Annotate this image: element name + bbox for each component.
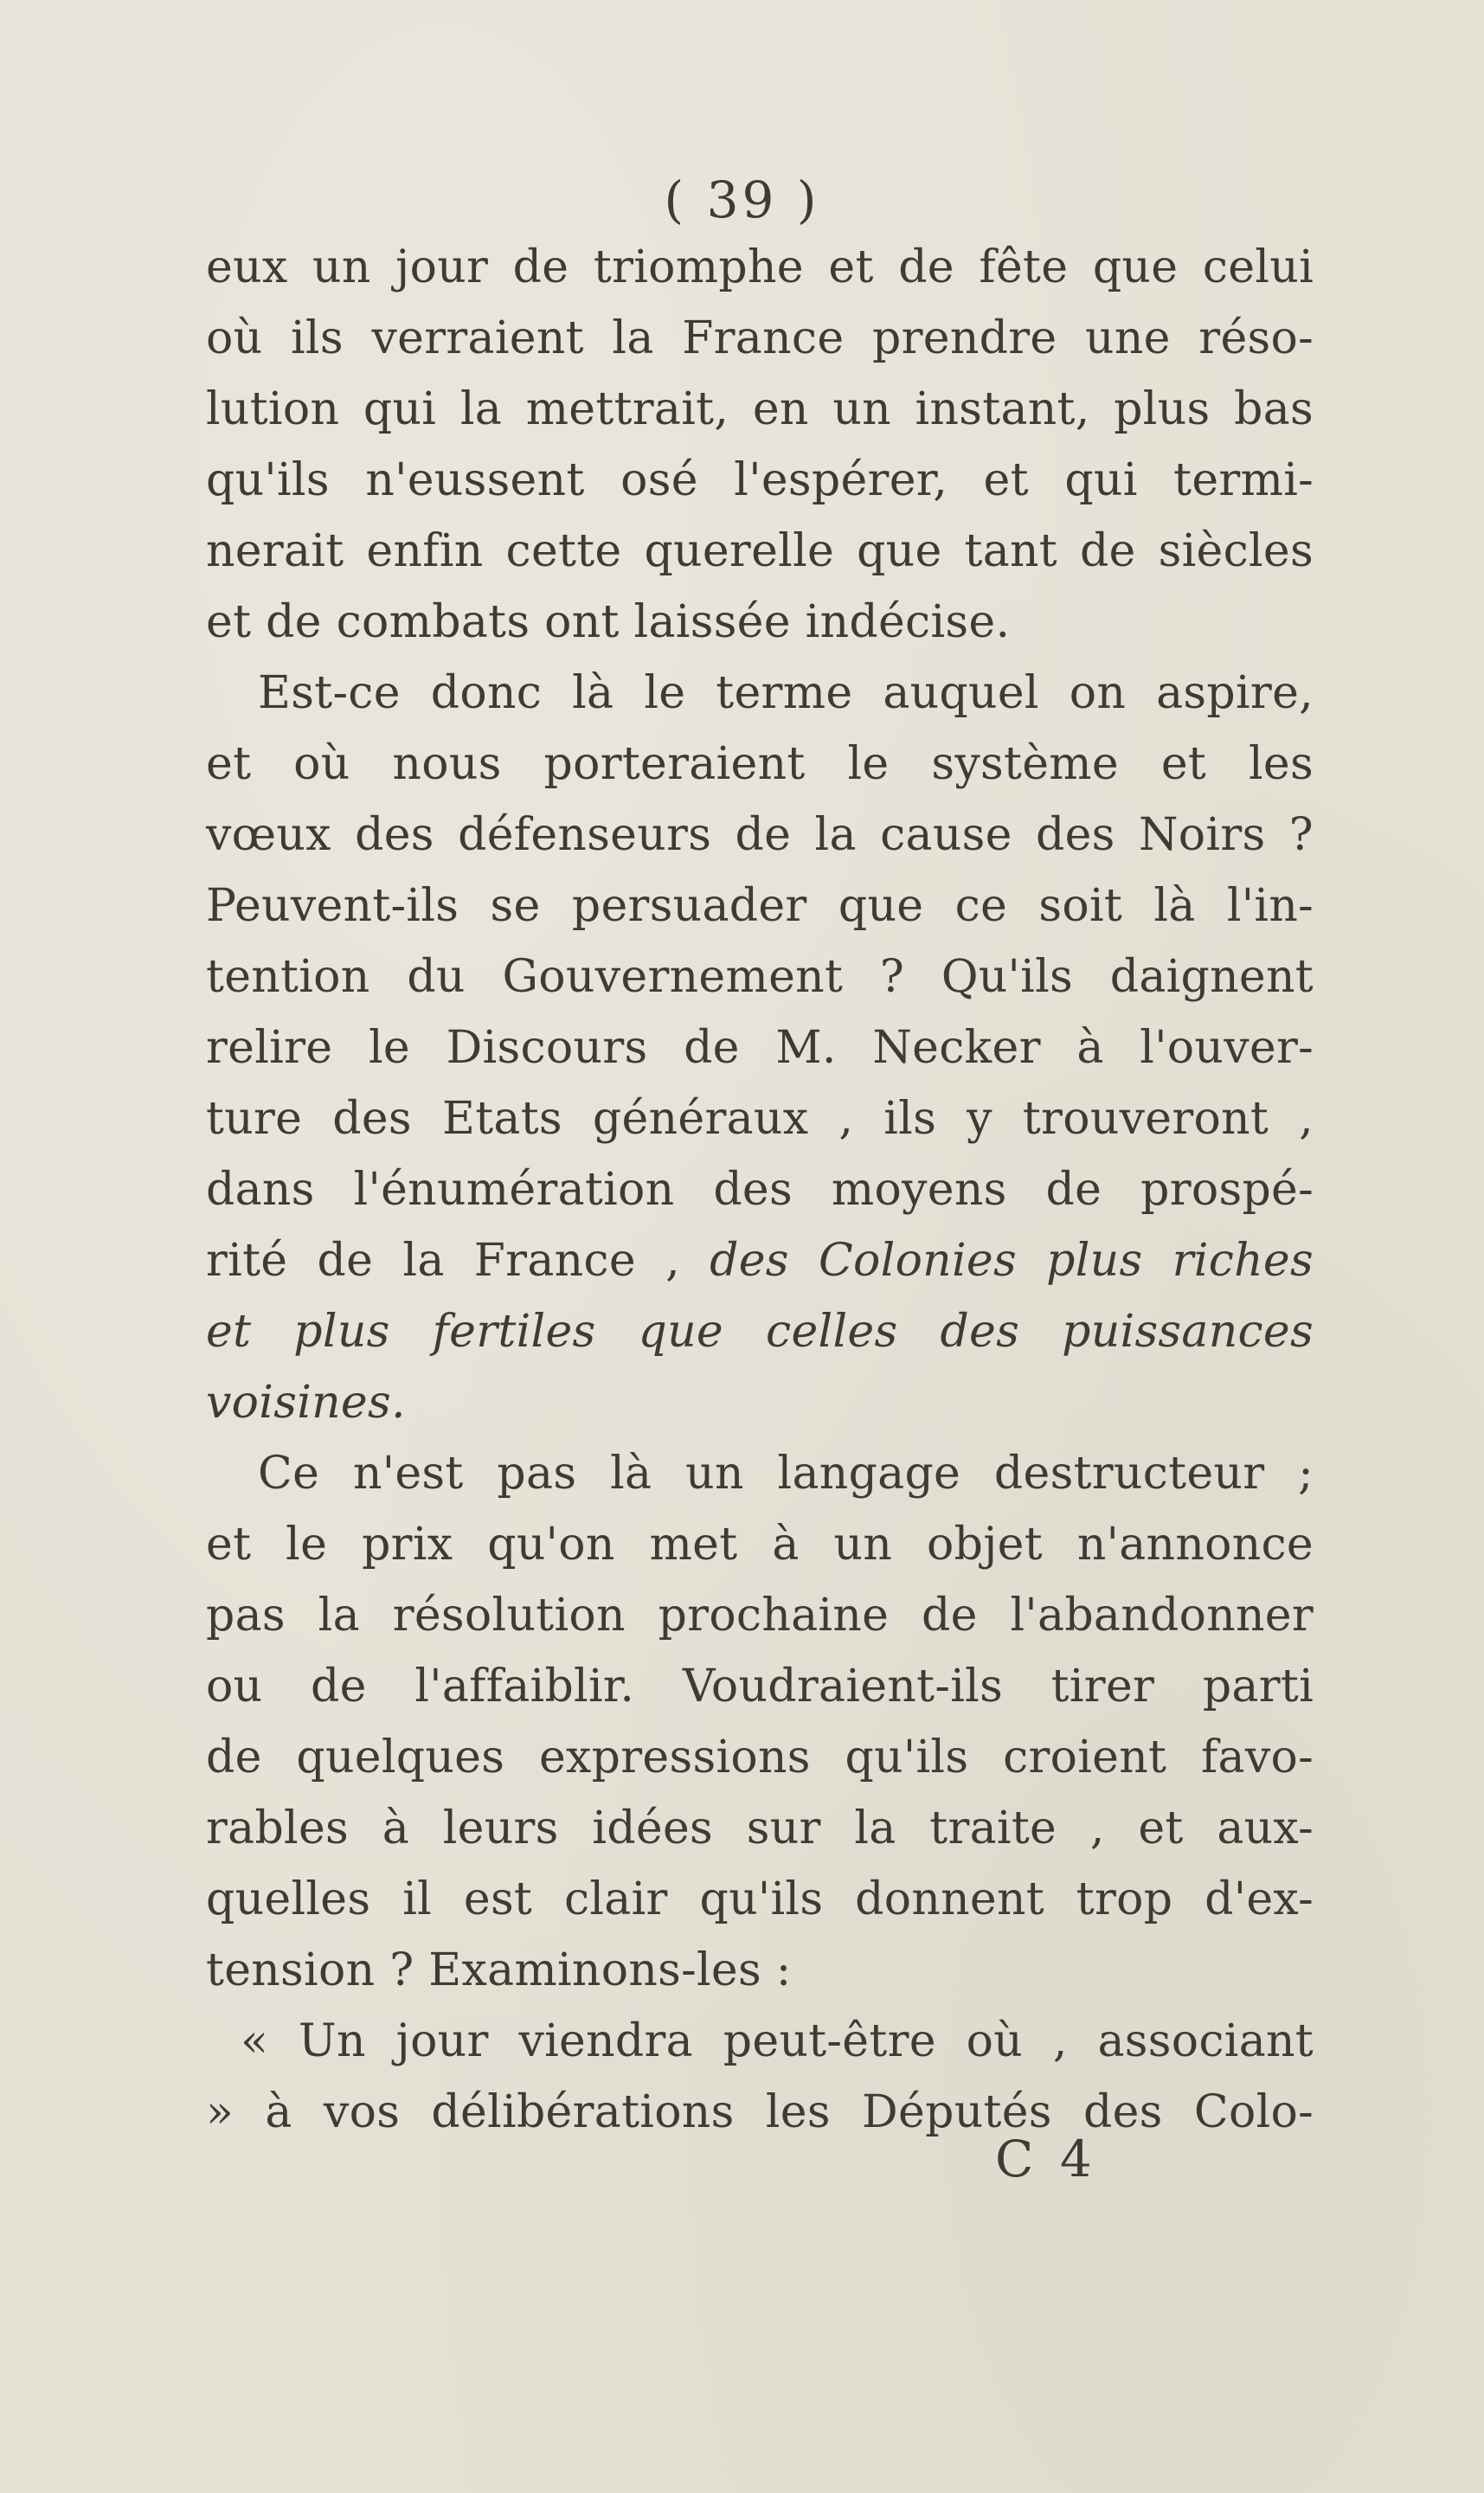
body-text [206,232,1314,2148]
quotation-line: « Un jour viendra peut-être où , associant [241,2015,1314,2067]
text-line: et où nous porteraient le système et les [206,738,1314,790]
italic-quote-line: voisines. [206,1377,406,1429]
text-line: et de combats ont laissée indécise. [206,596,1011,648]
italic-quote-line: et plus fertiles que celles des puissances [206,1306,1314,1358]
text-line: rité de la France , des Colonies plus riches [206,1235,1314,1287]
text-line: lution qui la mettrait, en un instant, plus bas [206,383,1314,435]
text-line: nerait enfin cette querelle que tant de siècles [206,525,1314,577]
text-line: dans l'énumération des moyens de prospé- [206,1164,1314,1216]
text-line: qu'ils n'eussent osé l'espérer, et qui termi- [206,454,1314,506]
text-line: où ils verraient la France prendre une réso- [206,312,1314,364]
text-line: rables à leurs idées sur la traite , et aux- [206,1802,1314,1854]
text-line: tention du Gouvernement ? Qu'ils daignent [206,951,1314,1003]
text-line: tension ? Examinons-les : [206,1944,792,1996]
text-line: quelles il est clair qu'ils donnent trop d'ex- [206,1873,1314,1925]
paragraph-start-line: Ce n'est pas là un langage destructeur ; [258,1448,1314,1500]
text-line: vœux des défenseurs de la cause des Noirs ? [206,809,1314,861]
italic-quote: des Colonies plus riches [710,1235,1314,1287]
page-number: ( 39 ) [664,170,820,229]
text-line: relire le Discours de M. Necker à l'ouver- [206,1022,1314,1074]
text-line: ture des Etats généraux , ils y trouveront , [206,1093,1314,1145]
text-line: et le prix qu'on met à un objet n'annonce [206,1519,1314,1571]
text-line: de quelques expressions qu'ils croient favo- [206,1732,1314,1783]
signature-mark: C 4 [995,2130,1097,2188]
text-line: Peuvent-ils se persuader que ce soit là l'in- [206,880,1314,932]
text-line: eux un jour de triomphe et de fête que celui [206,241,1314,293]
paragraph-start-line: Est-ce donc là le terme auquel on aspire, [258,667,1314,719]
quotation-line: » à vos délibérations les Députés des Colo- [206,2086,1314,2138]
text-line: ou de l'affaiblir. Voudraient-ils tirer parti [206,1661,1314,1712]
text-line: pas la résolution prochaine de l'abandonner [206,1590,1314,1642]
